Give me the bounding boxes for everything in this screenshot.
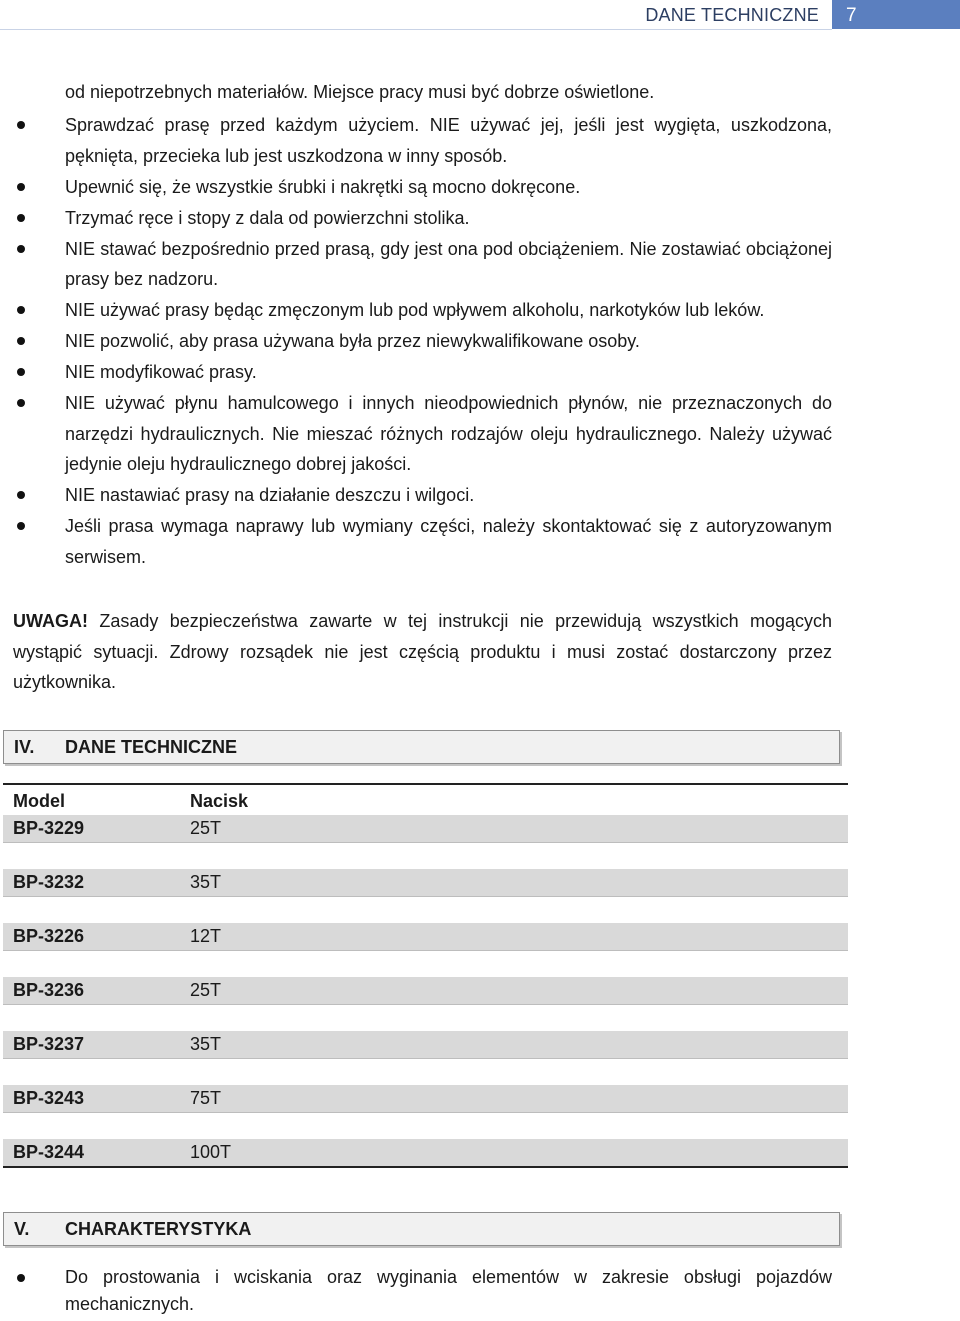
features-bullet-list: [0, 1264, 832, 1319]
warning-paragraph: [13, 606, 832, 698]
force-cell: 75T: [190, 1088, 222, 1108]
section-number: V.: [14, 1219, 30, 1239]
safety-bullet: [0, 295, 832, 326]
column-header-force: Nacisk: [190, 791, 249, 811]
safety-bullet-list: [0, 110, 832, 573]
safety-bullet-text: NIE modyfikować prasy.: [65, 362, 257, 382]
bullet-dot-icon: [17, 183, 25, 191]
section-title: DANE TECHNICZNE: [65, 737, 238, 757]
bullet-dot-icon: [17, 1274, 25, 1282]
bullet-dot-icon: [17, 245, 25, 253]
bullet-dot-icon: [17, 399, 25, 407]
safety-bullet-text: NIE używać prasy będąc zmęczonym lub pod wpływem alkoholu, narkotyków lub leków.: [65, 300, 765, 320]
safety-bullet: [0, 203, 832, 234]
safety-bullet: [0, 234, 832, 295]
force-cell: 35T: [190, 872, 222, 892]
safety-bullet: [0, 388, 832, 480]
table-row: [3, 977, 848, 1005]
intro-continuation-text: od niepotrzebnych materiałów. Miejsce pracy musi być dobrze oświetlone.: [65, 82, 655, 102]
feature-bullet: [0, 1264, 832, 1318]
warning-text: Zasady bezpieczeństwa zawarte w tej instrukcji nie przewidują wszystkich mogących wystąpić sytuacji. Zdrowy rozsądek nie jest częścią produktu i musi zostać dostarczony przez użytkownika.: [13, 611, 832, 692]
force-cell: 25T: [190, 818, 222, 838]
model-cell: BP-3237: [13, 1034, 85, 1054]
safety-bullet: [0, 172, 832, 203]
model-cell: BP-3243: [13, 1088, 85, 1108]
bullet-dot-icon: [17, 491, 25, 499]
table-row: [3, 1139, 848, 1168]
bullet-dot-icon: [17, 306, 25, 314]
safety-bullet: [0, 110, 832, 171]
safety-bullet-text: Upewnić się, że wszystkie śrubki i nakrętki są mocno dokręcone.: [65, 176, 581, 197]
force-cell: 100T: [190, 1142, 232, 1162]
bullet-dot-icon: [17, 368, 25, 376]
safety-bullet: [0, 357, 832, 388]
safety-bullet-text: Sprawdzać prasę przed każdym użyciem. NIE używać jej, jeśli jest wygięta, uszkodzona, pęknięta, przecieka lub jest uszkodzona w inny sposób.: [65, 115, 832, 166]
warning-label: UWAGA!: [13, 611, 88, 631]
safety-bullet-text: NIE pozwolić, aby prasa używana była przez niewykwalifikowane osoby.: [65, 331, 640, 351]
page-number: 7: [832, 0, 960, 29]
safety-bullet: [0, 480, 832, 511]
table-row: [3, 869, 848, 897]
force-cell: 25T: [190, 980, 222, 1000]
table-row: [3, 923, 848, 951]
running-header-title: DANE TECHNICZNE: [645, 5, 819, 25]
section-heading-technical-data: [3, 730, 840, 764]
model-cell: BP-3226: [13, 926, 85, 946]
table-top-rule: [3, 783, 848, 785]
bullet-dot-icon: [17, 337, 25, 345]
feature-bullet-text: Do prostowania i wciskania oraz wyginania elementów w zakresie obsługi pojazdów mechanicznych.: [65, 1267, 832, 1314]
bullet-dot-icon: [17, 121, 25, 129]
bullet-dot-icon: [17, 522, 25, 530]
safety-bullet-text: NIE nastawiać prasy na działanie deszczu i wilgoci.: [65, 485, 475, 505]
table-row: [3, 1031, 848, 1059]
model-cell: BP-3244: [13, 1142, 85, 1162]
column-header-model: Model: [13, 791, 65, 811]
table-row: [3, 815, 848, 843]
safety-bullet: [0, 511, 832, 572]
table-header-row: [3, 788, 848, 815]
safety-bullet: [0, 326, 832, 357]
safety-bullet-text: NIE używać płynu hamulcowego i innych nieodpowiednich płynów, nie przeznaczonych do narzędzi hydraulicznych. Nie mieszać różnych rodzajów oleju hydraulicznego. Należy używać jedynie oleju hydraulicznego dobrej jakości.: [65, 393, 832, 474]
safety-bullet-text: NIE stawać bezpośrednio przed prasą, gdy jest ona pod obciążeniem. Nie zostawiać obciążonej prasy bez nadzoru.: [65, 238, 832, 289]
section-heading-features: [3, 1212, 840, 1246]
section-title: CHARAKTERYSTYKA: [65, 1219, 252, 1239]
model-cell: BP-3229: [13, 818, 85, 838]
force-cell: 35T: [190, 1034, 222, 1054]
table-row: [3, 1085, 848, 1113]
model-cell: BP-3236: [13, 980, 85, 1000]
safety-bullet-text: Trzymać ręce i stopy z dala od powierzchni stolika.: [65, 207, 470, 228]
bullet-dot-icon: [17, 214, 25, 222]
section-number: IV.: [14, 737, 35, 757]
spec-table: [3, 783, 848, 1168]
safety-bullet-text: Jeśli prasa wymaga naprawy lub wymiany części, należy skontaktować się z autoryzowanym serwisem.: [65, 516, 832, 567]
force-cell: 12T: [190, 926, 222, 946]
model-cell: BP-3232: [13, 872, 85, 892]
header-divider: [0, 29, 832, 30]
